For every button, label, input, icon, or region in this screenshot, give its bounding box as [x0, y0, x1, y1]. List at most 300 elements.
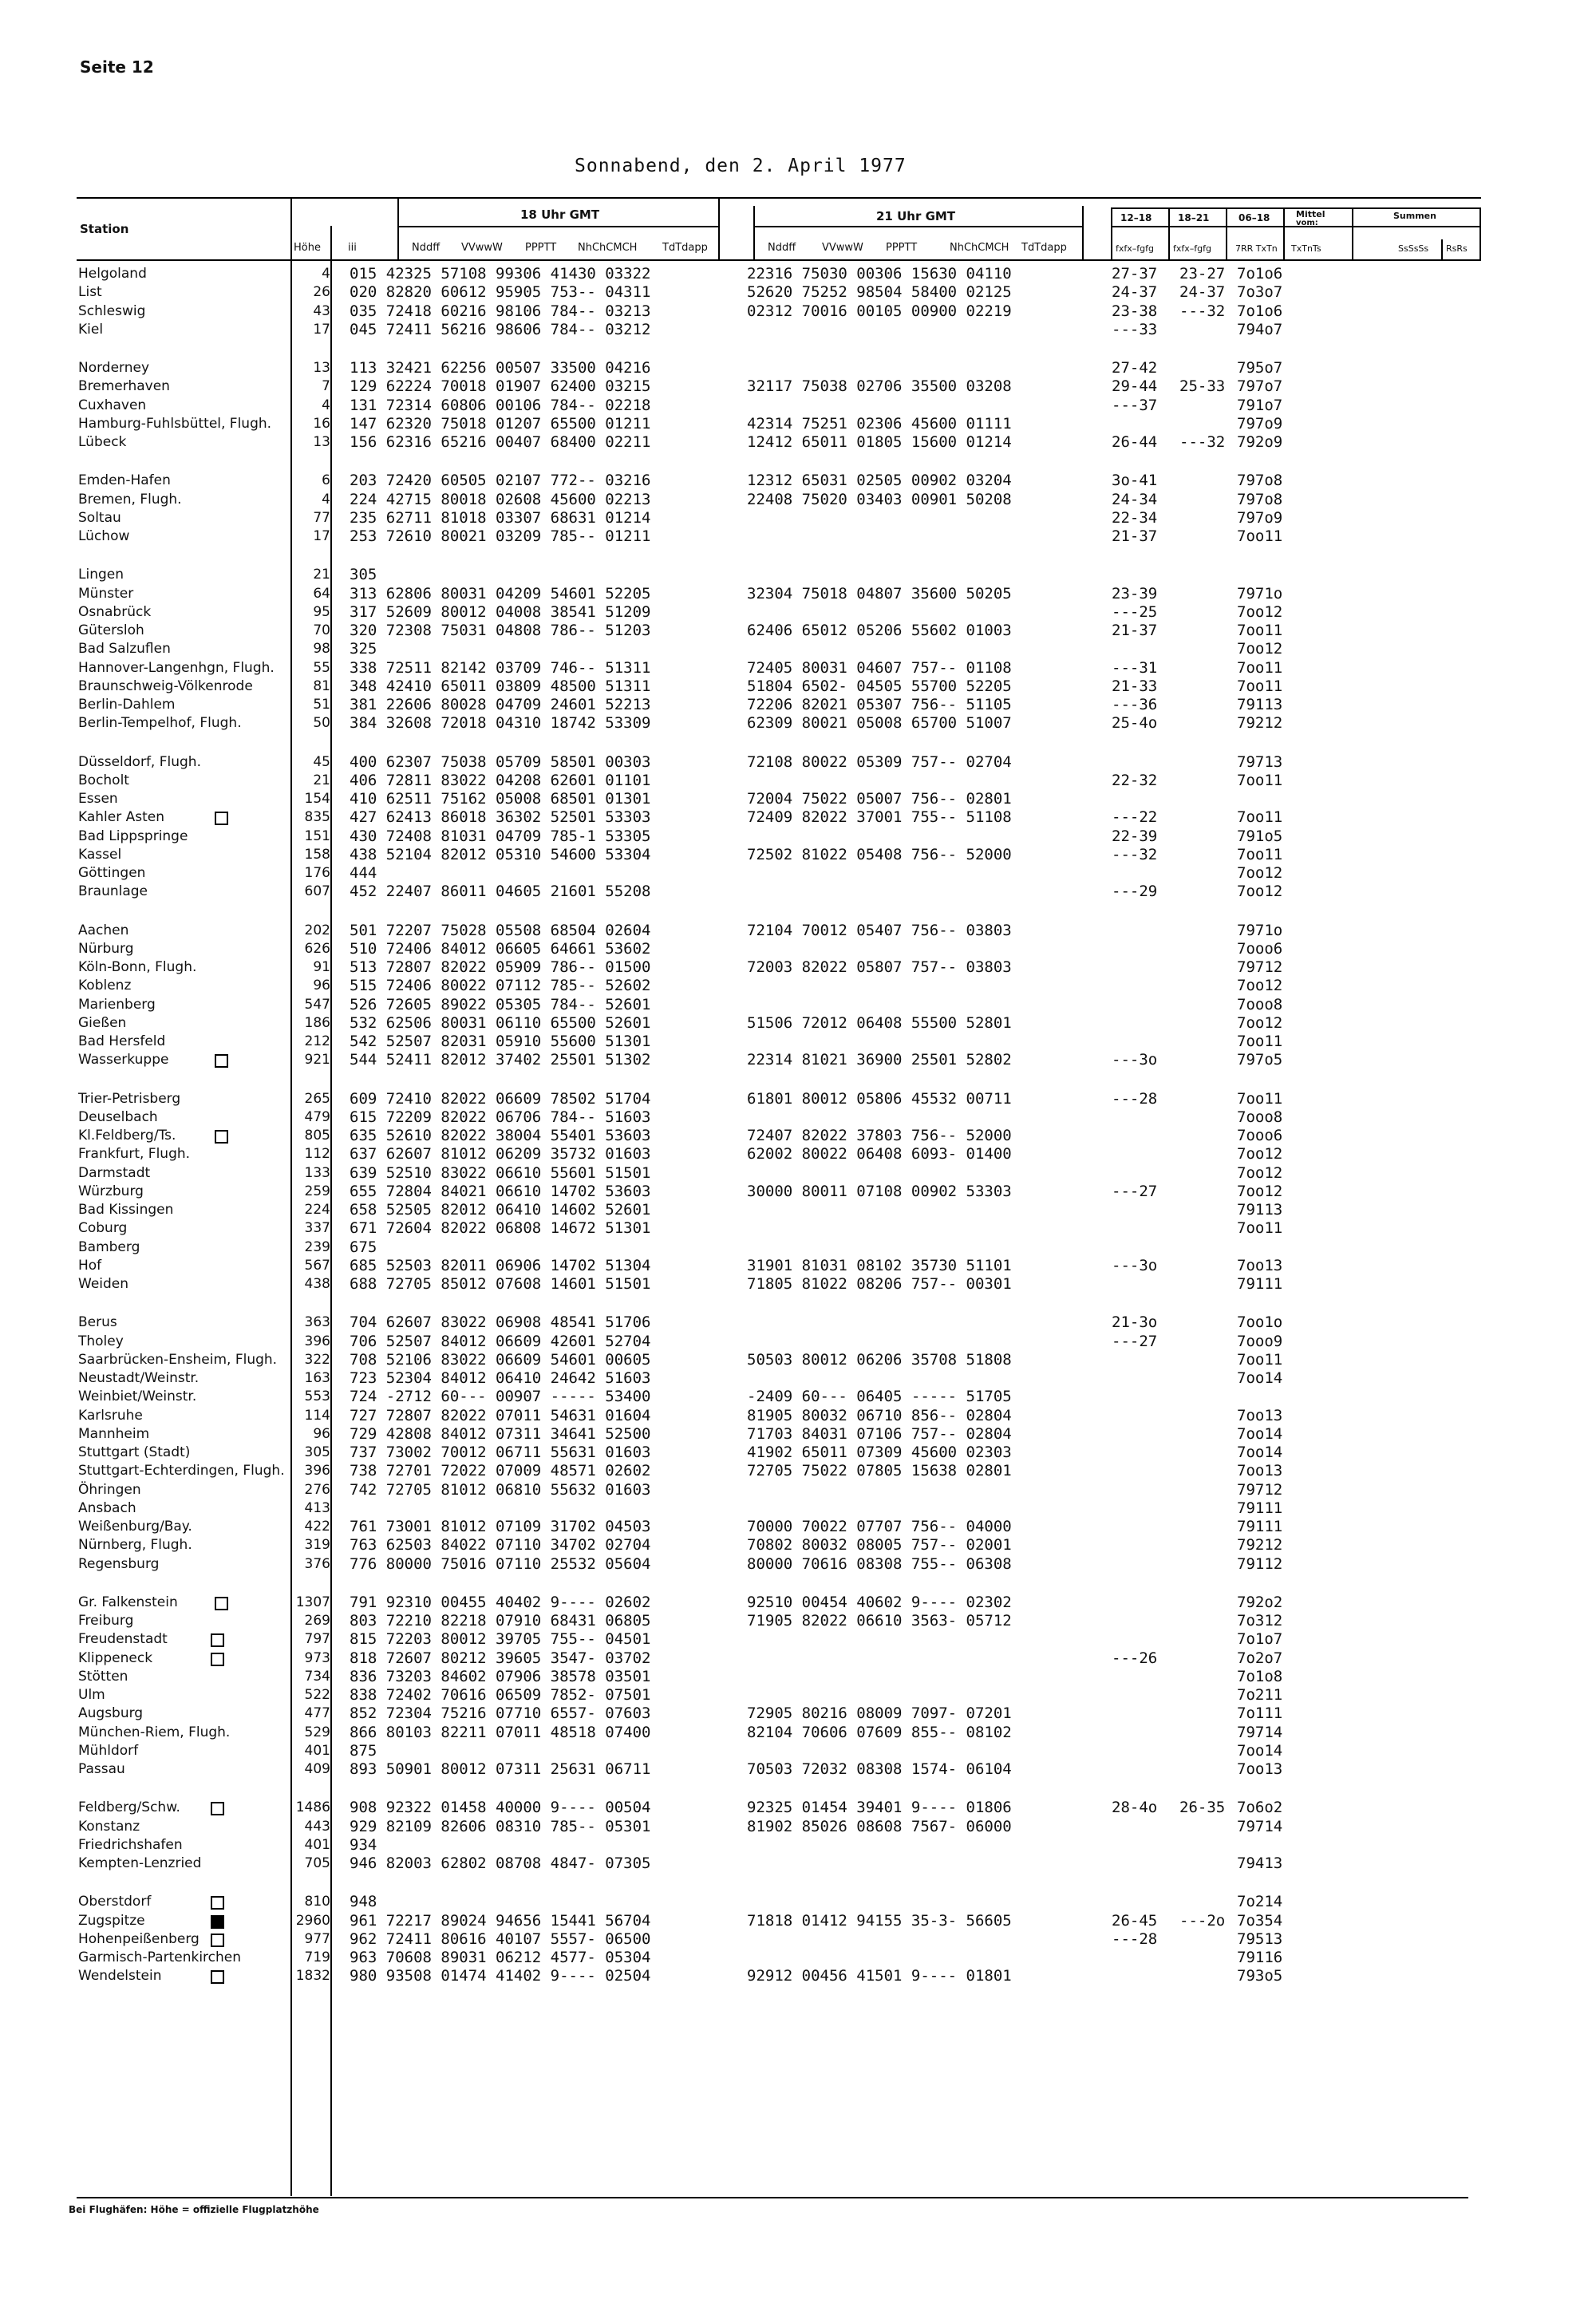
station-elevation: 719 [304, 1949, 330, 1965]
extremes-06-18: 7o2o7 [1237, 1649, 1283, 1667]
station-elevation: 337 [304, 1220, 330, 1236]
extremes-06-18: 79111 [1237, 1275, 1283, 1293]
station-name: Braunlage [78, 883, 148, 899]
obs-21utc: 82104 70606 07609 855-- 08102 [747, 1724, 1012, 1741]
station-elevation: 973 [304, 1650, 330, 1666]
station-elevation: 477 [304, 1705, 330, 1721]
sub1218-header: fxfx–fgfg [1116, 243, 1154, 254]
date-heading: Sonnabend, den 2. April 1977 [575, 156, 907, 176]
extremes-06-18: 7o211 [1237, 1686, 1283, 1704]
extremes-06-18: 7o3o7 [1237, 283, 1283, 301]
station-name: Nürnberg, Flugh. [78, 1537, 192, 1553]
station-elevation: 269 [304, 1613, 330, 1629]
extremes-06-18: 7o1o8 [1237, 1668, 1283, 1685]
station-name: Trier-Petrisberg [78, 1091, 181, 1107]
extremes-06-18: 791o5 [1237, 828, 1283, 845]
obs-18utc: 948 [350, 1893, 377, 1910]
obs-21utc: 71703 84031 07106 757-- 02804 [747, 1425, 1012, 1443]
obs-18utc: 320 72308 75031 04808 786-- 51203 [350, 622, 651, 639]
obs-18utc: 635 52610 82022 38004 55401 53603 [350, 1127, 651, 1144]
station-elevation: 43 [313, 303, 330, 319]
station-elevation: 479 [304, 1109, 330, 1125]
r1218-left-divider [1111, 207, 1112, 260]
obs-21utc: 62002 80022 06408 6093- 01400 [747, 1145, 1012, 1163]
extremes-06-18: 7oo11 [1237, 677, 1283, 695]
obs-21utc: 70000 70022 07707 756-- 04000 [747, 1518, 1012, 1535]
range-12-18: 25-4o [1112, 714, 1158, 732]
open-square-marker [211, 1934, 224, 1947]
tdtd-header: TdTdapp [662, 242, 708, 254]
station-elevation: 305 [304, 1444, 330, 1460]
obs-18utc: 532 62506 80031 06110 65500 52601 [350, 1014, 651, 1032]
obs-21utc: 72004 75022 05007 756-- 02801 [747, 790, 1012, 808]
station-elevation: 96 [313, 978, 330, 993]
station-elevation: 409 [304, 1761, 330, 1777]
extremes-06-18: 7oo11 [1237, 527, 1283, 545]
station-name: Hannover-Langenhgn, Flugh. [78, 660, 275, 676]
station-elevation: 4 [322, 266, 330, 282]
extremes-06-18: 7971o [1237, 922, 1283, 939]
obs-18utc: 803 72210 82218 07910 68431 06805 [350, 1612, 651, 1629]
extremes-06-18: 7oo1o [1237, 1313, 1283, 1331]
station-elevation: 319 [304, 1537, 330, 1553]
extremes-06-18: 7ooo6 [1237, 940, 1283, 958]
extremes-06-18: 79714 [1237, 1724, 1283, 1741]
gmt21-header: 21 Uhr GMT [876, 209, 956, 223]
extremes-06-18: 7oo12 [1237, 1014, 1283, 1032]
obs-21utc: 61801 80012 05806 45532 00711 [747, 1090, 1012, 1108]
station-elevation: 158 [304, 847, 330, 863]
obs-21utc: 32117 75038 02706 35500 03208 [747, 377, 1012, 395]
sub-s-header: SsSsSs [1398, 243, 1429, 254]
extremes-06-18: 791o7 [1237, 397, 1283, 414]
obs-18utc: 035 72418 60216 98106 784-- 03213 [350, 302, 651, 320]
station-elevation: 7 [322, 378, 330, 394]
station-elevation: 977 [304, 1931, 330, 1947]
station-name: Weinbiet/Weinstr. [78, 1388, 197, 1404]
station-name: Konstanz [78, 1819, 140, 1835]
extremes-06-18: 7o1o6 [1237, 265, 1283, 282]
station-name: Würzburg [78, 1183, 144, 1199]
station-elevation: 805 [304, 1128, 330, 1144]
station-elevation: 224 [304, 1202, 330, 1218]
station-name: Saarbrücken-Ensheim, Flugh. [78, 1352, 278, 1368]
obs-21utc: 72003 82022 05807 757-- 03803 [747, 958, 1012, 976]
range-12-18: 29-44 [1112, 377, 1158, 395]
station-name: Wendelstein [78, 1968, 162, 1984]
extremes-06-18: 7971o [1237, 585, 1283, 602]
obs-18utc: 203 72420 60505 02107 772-- 03216 [350, 472, 651, 489]
range-12-18: 26-45 [1112, 1912, 1158, 1930]
station-elevation: 64 [313, 586, 330, 602]
obs-18utc: 427 62413 86018 36302 52501 53303 [350, 808, 651, 826]
obs-18utc: 761 73001 81012 07109 31702 04503 [350, 1518, 651, 1535]
extremes-06-18: 7oo13 [1237, 1257, 1283, 1274]
obs-18utc: 515 72406 80022 07112 785-- 52602 [350, 977, 651, 994]
nddff21-header: Nddff [768, 242, 796, 254]
range-12-18: 3o-41 [1112, 472, 1158, 489]
station-elevation: 363 [304, 1314, 330, 1330]
obs-21utc: 81905 80032 06710 856-- 02804 [747, 1407, 1012, 1424]
extremes-06-18: 7oo11 [1237, 622, 1283, 639]
r0618-left-divider [1226, 207, 1227, 260]
obs-21utc: 72407 82022 37803 756-- 52000 [747, 1127, 1012, 1144]
station-elevation: 6 [322, 472, 330, 488]
obs-18utc: 348 42410 65011 03809 48500 51311 [350, 677, 651, 695]
station-name: Weiden [78, 1276, 129, 1292]
station-name: Berlin-Tempelhof, Flugh. [78, 715, 242, 731]
station-elevation: 202 [304, 922, 330, 938]
obs-21utc: 51804 6502- 04505 55700 52205 [747, 677, 1012, 695]
summen-header: Summen [1393, 211, 1436, 221]
range-12-18: 21-33 [1112, 677, 1158, 695]
extremes-06-18: 7oo12 [1237, 883, 1283, 900]
range-18-21: ---32 [1179, 433, 1226, 451]
extremes-06-18: 7oo11 [1237, 846, 1283, 863]
station-name: Öhringen [78, 1482, 141, 1498]
extremes-06-18: 7o1o7 [1237, 1630, 1283, 1648]
sub-r-header: RsRs [1446, 243, 1468, 254]
extremes-06-18: 7oo12 [1237, 603, 1283, 621]
obs-21utc: 92510 00454 40602 9---- 02302 [747, 1594, 1012, 1611]
station-name: Karlsruhe [78, 1408, 143, 1424]
station-elevation: 522 [304, 1687, 330, 1703]
obs-18utc: 706 52507 84012 06609 42601 52704 [350, 1333, 651, 1350]
station-name: Frankfurt, Flugh. [78, 1146, 191, 1162]
open-square-marker [211, 1653, 224, 1666]
obs-18utc: 639 52510 83022 06610 55601 51501 [350, 1164, 651, 1182]
range-12-18: ---33 [1112, 321, 1158, 338]
station-elevation: 186 [304, 1015, 330, 1031]
gmt18-header: 18 Uhr GMT [520, 207, 600, 222]
obs-18utc: 501 72207 75028 05508 68504 02604 [350, 922, 651, 939]
station-name: Hof [78, 1258, 102, 1274]
obs-21utc: 12412 65011 01805 15600 01214 [747, 433, 1012, 451]
station-elevation: 154 [304, 791, 330, 807]
extremes-06-18: 7ooo9 [1237, 1333, 1283, 1350]
station-name: Helgoland [78, 266, 147, 282]
range-12-18: 23-38 [1112, 302, 1158, 320]
obs-18utc: 852 72304 75216 07710 6557- 07603 [350, 1704, 651, 1722]
station-elevation: 529 [304, 1724, 330, 1740]
station-elevation: 4 [322, 397, 330, 413]
obs-18utc: 020 82820 60612 95905 753-- 04311 [350, 283, 651, 301]
range-12-18: ---36 [1112, 696, 1158, 713]
obs-18utc: 838 72402 70616 06509 7852- 07501 [350, 1686, 651, 1704]
station-elevation: 626 [304, 941, 330, 957]
station-name: Braunschweig-Völkenrode [78, 678, 253, 694]
range-12-18: ---25 [1112, 603, 1158, 621]
obs-18utc: 253 72610 80021 03209 785-- 01211 [350, 527, 651, 545]
obs-21utc: 71805 81022 08206 757-- 00301 [747, 1275, 1012, 1293]
obs-18utc: 637 62607 81012 06209 35732 01603 [350, 1145, 651, 1163]
open-square-marker [211, 1802, 224, 1815]
station-name: Göttingen [78, 865, 146, 881]
extremes-06-18: 794o7 [1237, 321, 1283, 338]
obs-18utc: 818 72607 80212 39605 3547- 03702 [350, 1649, 651, 1667]
station-name: Emden-Hafen [78, 472, 171, 488]
extremes-06-18: 7o354 [1237, 1912, 1283, 1930]
obs-18utc: 727 72807 82022 07011 54631 01604 [350, 1407, 651, 1424]
obs-18utc: 406 72811 83022 04208 62601 01101 [350, 772, 651, 789]
extremes-06-18: 7oo11 [1237, 808, 1283, 826]
station-elevation: 45 [313, 754, 330, 770]
extremes-06-18: 7o312 [1237, 1612, 1283, 1629]
table-top-rule [77, 197, 1481, 199]
station-elevation: 151 [304, 828, 330, 844]
station-elevation: 176 [304, 865, 330, 881]
station-name: Koblenz [78, 978, 132, 993]
station-name: Soltau [78, 510, 121, 526]
station-name: Stuttgart (Stadt) [78, 1444, 191, 1460]
obs-18utc: 729 42808 84012 07311 34641 52500 [350, 1425, 651, 1443]
extremes-06-18: 797o5 [1237, 1051, 1283, 1069]
obs-18utc: 526 72605 89022 05305 784-- 52601 [350, 996, 651, 1013]
obs-18utc: 946 82003 62802 08708 4847- 07305 [350, 1855, 651, 1872]
obs-18utc: 338 72511 82142 03709 746-- 51311 [350, 659, 651, 677]
station-elevation: 401 [304, 1837, 330, 1853]
summen-left-divider [1352, 207, 1353, 260]
obs-21utc: -2409 60--- 06405 ----- 51705 [747, 1388, 1012, 1405]
station-elevation: 1832 [295, 1968, 330, 1984]
station-elevation: 98 [313, 641, 330, 657]
station-name: Augsburg [78, 1705, 144, 1721]
range-12-18: 22-32 [1112, 772, 1158, 789]
obs-18utc: 908 92322 01458 40000 9---- 00504 [350, 1799, 651, 1816]
extremes-06-18: 79212 [1237, 714, 1283, 732]
range-12-18: 28-4o [1112, 1799, 1158, 1816]
open-square-marker [211, 1896, 224, 1910]
obs-18utc: 763 62503 84022 07110 34702 02704 [350, 1536, 651, 1554]
range-12-18: 22-39 [1112, 828, 1158, 845]
station-elevation: 239 [304, 1239, 330, 1255]
extremes-06-18: 7o1o6 [1237, 302, 1283, 320]
station-name: Cuxhaven [78, 397, 147, 413]
station-name: Köln-Bonn, Flugh. [78, 959, 197, 975]
station-name: Kempten-Lenzried [78, 1855, 202, 1871]
station-name: Garmisch-Partenkirchen [78, 1949, 242, 1965]
station-name: Gütersloh [78, 622, 144, 638]
station-name: Bad Salzuflen [78, 641, 171, 657]
station-name: Gr. Falkenstein [78, 1594, 178, 1610]
station-name: Stuttgart-Echterdingen, Flugh. [78, 1463, 285, 1479]
sub0618-header: 7RR TxTn [1235, 243, 1278, 254]
obs-18utc: 658 52505 82012 06410 14602 52601 [350, 1201, 651, 1219]
extremes-06-18: 7ooo8 [1237, 1108, 1283, 1126]
sub-mittel-header: TxTnTs [1291, 243, 1321, 254]
obs-18utc: 156 62316 65216 00407 68400 02211 [350, 433, 651, 451]
obs-21utc: 71818 01412 94155 35-3- 56605 [747, 1912, 1012, 1930]
obs-18utc: 737 73002 70012 06711 55631 01603 [350, 1444, 651, 1461]
obs-21utc: 72905 80216 08009 7097- 07201 [747, 1704, 1012, 1722]
extremes-06-18: 7oo12 [1237, 1164, 1283, 1182]
obs-18utc: 131 72314 60806 00106 784-- 02218 [350, 397, 651, 414]
page-number: Seite 12 [80, 57, 154, 77]
station-elevation: 810 [304, 1894, 330, 1910]
obs-18utc: 544 52411 82012 37402 25501 51302 [350, 1051, 651, 1069]
extremes-06-18: 792o2 [1237, 1594, 1283, 1611]
obs-21utc: 72108 80022 05309 757-- 02704 [747, 753, 1012, 771]
range-18-21: ---2o [1179, 1912, 1226, 1930]
obs-18utc: 015 42325 57108 99306 41430 03322 [350, 265, 651, 282]
station-name: Essen [78, 791, 118, 807]
station-name: Ulm [78, 1687, 105, 1703]
table-bottom-rule [77, 2197, 1468, 2198]
extremes-06-18: 7oo11 [1237, 1351, 1283, 1369]
range-12-18: ---28 [1112, 1090, 1158, 1108]
obs-21utc: 72104 70012 05407 756-- 03803 [747, 922, 1012, 939]
station-elevation: 921 [304, 1052, 330, 1068]
station-name: Wasserkuppe [78, 1052, 168, 1068]
obs-18utc: 147 62320 75018 01207 65500 01211 [350, 415, 651, 433]
obs-21utc: 72405 80031 04607 757-- 01108 [747, 659, 1012, 677]
station-elevation: 81 [313, 678, 330, 694]
obs-18utc: 542 52507 82031 05910 55600 51301 [350, 1033, 651, 1050]
extremes-06-18: 797o9 [1237, 415, 1283, 433]
station-name: Bad Kissingen [78, 1202, 174, 1218]
extremes-06-18: 7oo13 [1237, 1760, 1283, 1778]
obs-18utc: 410 62511 75162 05008 68501 01301 [350, 790, 651, 808]
obs-21utc: 32304 75018 04807 35600 50205 [747, 585, 1012, 602]
obs-18utc: 708 52106 83022 06609 54601 00605 [350, 1351, 651, 1369]
station-name: Münster [78, 586, 134, 602]
station-elevation: 1486 [295, 1799, 330, 1815]
station-name: Aachen [78, 922, 129, 938]
extremes-06-18: 7oo11 [1237, 1090, 1283, 1108]
station-header: Station [80, 222, 129, 236]
station-name: Berlin-Dahlem [78, 697, 176, 713]
range-12-18: 22-34 [1112, 509, 1158, 527]
extremes-06-18: 7o6o2 [1237, 1799, 1283, 1816]
station-name: Kl.Feldberg/Ts. [78, 1128, 176, 1144]
station-name: Gießen [78, 1015, 127, 1031]
obs-18utc: 963 70608 89031 06212 4577- 05304 [350, 1949, 651, 1966]
extremes-06-18: 79413 [1237, 1855, 1283, 1872]
open-square-marker [215, 1597, 228, 1610]
station-elevation: 96 [313, 1426, 330, 1442]
obs-18utc: 688 72705 85012 07608 14601 51501 [350, 1275, 651, 1293]
sub1821-header: fxfx–fgfg [1173, 243, 1211, 254]
extremes-06-18: 7oo14 [1237, 1742, 1283, 1760]
obs-18utc: 313 62806 80031 04209 54601 52205 [350, 585, 651, 602]
obs-18utc: 045 72411 56216 98606 784-- 03212 [350, 321, 651, 338]
obs-18utc: 224 42715 80018 02608 45600 02213 [350, 491, 651, 508]
obs-18utc: 934 [350, 1836, 377, 1854]
obs-18utc: 513 72807 82022 05909 786-- 01500 [350, 958, 651, 976]
extremes-06-18: 79113 [1237, 696, 1283, 713]
vvwww-header: VVwwW [461, 242, 503, 254]
station-elevation: 401 [304, 1743, 330, 1759]
extremes-06-18: 795o7 [1237, 359, 1283, 377]
station-elevation: 95 [313, 604, 330, 620]
extremes-06-18: 7oo14 [1237, 1444, 1283, 1461]
extremes-06-18: 7oo12 [1237, 1145, 1283, 1163]
station-elevation: 13 [313, 360, 330, 376]
station-elevation: 265 [304, 1091, 330, 1107]
extremes-06-18: 797o8 [1237, 491, 1283, 508]
station-name: Zugspitze [78, 1913, 145, 1929]
station-name: Kassel [78, 847, 122, 863]
station-elevation: 16 [313, 416, 330, 432]
extremes-06-18: 7oo12 [1237, 640, 1283, 658]
nh-header: NhChCMCH [578, 242, 638, 254]
extremes-06-18: 79712 [1237, 1481, 1283, 1499]
station-name: Kiel [78, 322, 104, 338]
gmt18-sub-rule [397, 226, 720, 227]
iii-header: iii [348, 242, 357, 254]
station-name: Freudenstadt [78, 1631, 168, 1647]
station-elevation: 734 [304, 1669, 330, 1685]
range-12-18: 21-3o [1112, 1313, 1158, 1331]
station-elevation: 396 [304, 1463, 330, 1479]
station-name: Klippeneck [78, 1650, 152, 1666]
station-elevation: 422 [304, 1519, 330, 1535]
station-name: Tholey [78, 1333, 124, 1349]
station-name: Nürburg [78, 941, 134, 957]
station-elevation: 705 [304, 1855, 330, 1871]
station-elevation: 133 [304, 1165, 330, 1181]
station-elevation: 276 [304, 1482, 330, 1498]
station-elevation: 567 [304, 1258, 330, 1274]
range-12-18: 24-37 [1112, 283, 1158, 301]
obs-21utc: 51506 72012 06408 55500 52801 [747, 1014, 1012, 1032]
obs-18utc: 685 52503 82011 06906 14702 51304 [350, 1257, 651, 1274]
station-name: Mühldorf [78, 1743, 139, 1759]
obs-21utc: 22314 81021 36900 25501 52802 [747, 1051, 1012, 1069]
range-12-18: 23-39 [1112, 585, 1158, 602]
obs-18utc: 866 80103 82211 07011 48518 07400 [350, 1724, 651, 1741]
obs-18utc: 305 [350, 566, 377, 583]
open-square-marker [215, 1130, 228, 1144]
range-18-21: 24-37 [1179, 283, 1226, 301]
extremes-06-18: 7oo11 [1237, 1219, 1283, 1237]
extremes-06-18: 7oo13 [1237, 1462, 1283, 1479]
rs-left-divider [1441, 239, 1443, 260]
obs-18utc: 836 73203 84602 07906 38578 03501 [350, 1668, 651, 1685]
station-name: Bad Hersfeld [78, 1033, 166, 1049]
obs-18utc: 384 32608 72018 04310 18742 53309 [350, 714, 651, 732]
station-name: Düsseldorf, Flugh. [78, 754, 201, 770]
station-elevation: 70 [313, 622, 330, 638]
obs-18utc: 655 72804 84021 06610 14702 53603 [350, 1183, 651, 1200]
range-12-18: ---27 [1112, 1333, 1158, 1350]
range-12-18: ---27 [1112, 1183, 1158, 1200]
obs-18utc: 738 72701 72022 07009 48571 02602 [350, 1462, 651, 1479]
extremes-06-18: 79714 [1237, 1818, 1283, 1835]
obs-21utc: 02312 70016 00105 00900 02219 [747, 302, 1012, 320]
obs-21utc: 92912 00456 41501 9---- 01801 [747, 1967, 1012, 1985]
obs-18utc: 609 72410 82022 06609 78502 51704 [350, 1090, 651, 1108]
extremes-06-18: 7oo12 [1237, 977, 1283, 994]
obs-18utc: 776 80000 75016 07110 25532 05604 [350, 1555, 651, 1573]
extremes-06-18: 79713 [1237, 753, 1283, 771]
station-elevation: 112 [304, 1146, 330, 1162]
range-12-18: ---32 [1112, 846, 1158, 863]
extremes-06-18: 793o5 [1237, 1967, 1283, 1985]
extremes-06-18: 7oo11 [1237, 659, 1283, 677]
station-name: Regensburg [78, 1556, 160, 1572]
extremes-06-18: 79712 [1237, 958, 1283, 976]
station-name: Feldberg/Schw. [78, 1799, 180, 1815]
station-elevation: 396 [304, 1333, 330, 1349]
station-elevation: 114 [304, 1408, 330, 1424]
station-name: Kahler Asten [78, 809, 164, 825]
station-name: Weißenburg/Bay. [78, 1519, 192, 1535]
obs-18utc: 430 72408 81031 04709 785-1 53305 [350, 828, 651, 845]
station-name: Osnabrück [78, 604, 152, 620]
range-12-18: ---26 [1112, 1649, 1158, 1667]
station-elevation: 413 [304, 1500, 330, 1516]
